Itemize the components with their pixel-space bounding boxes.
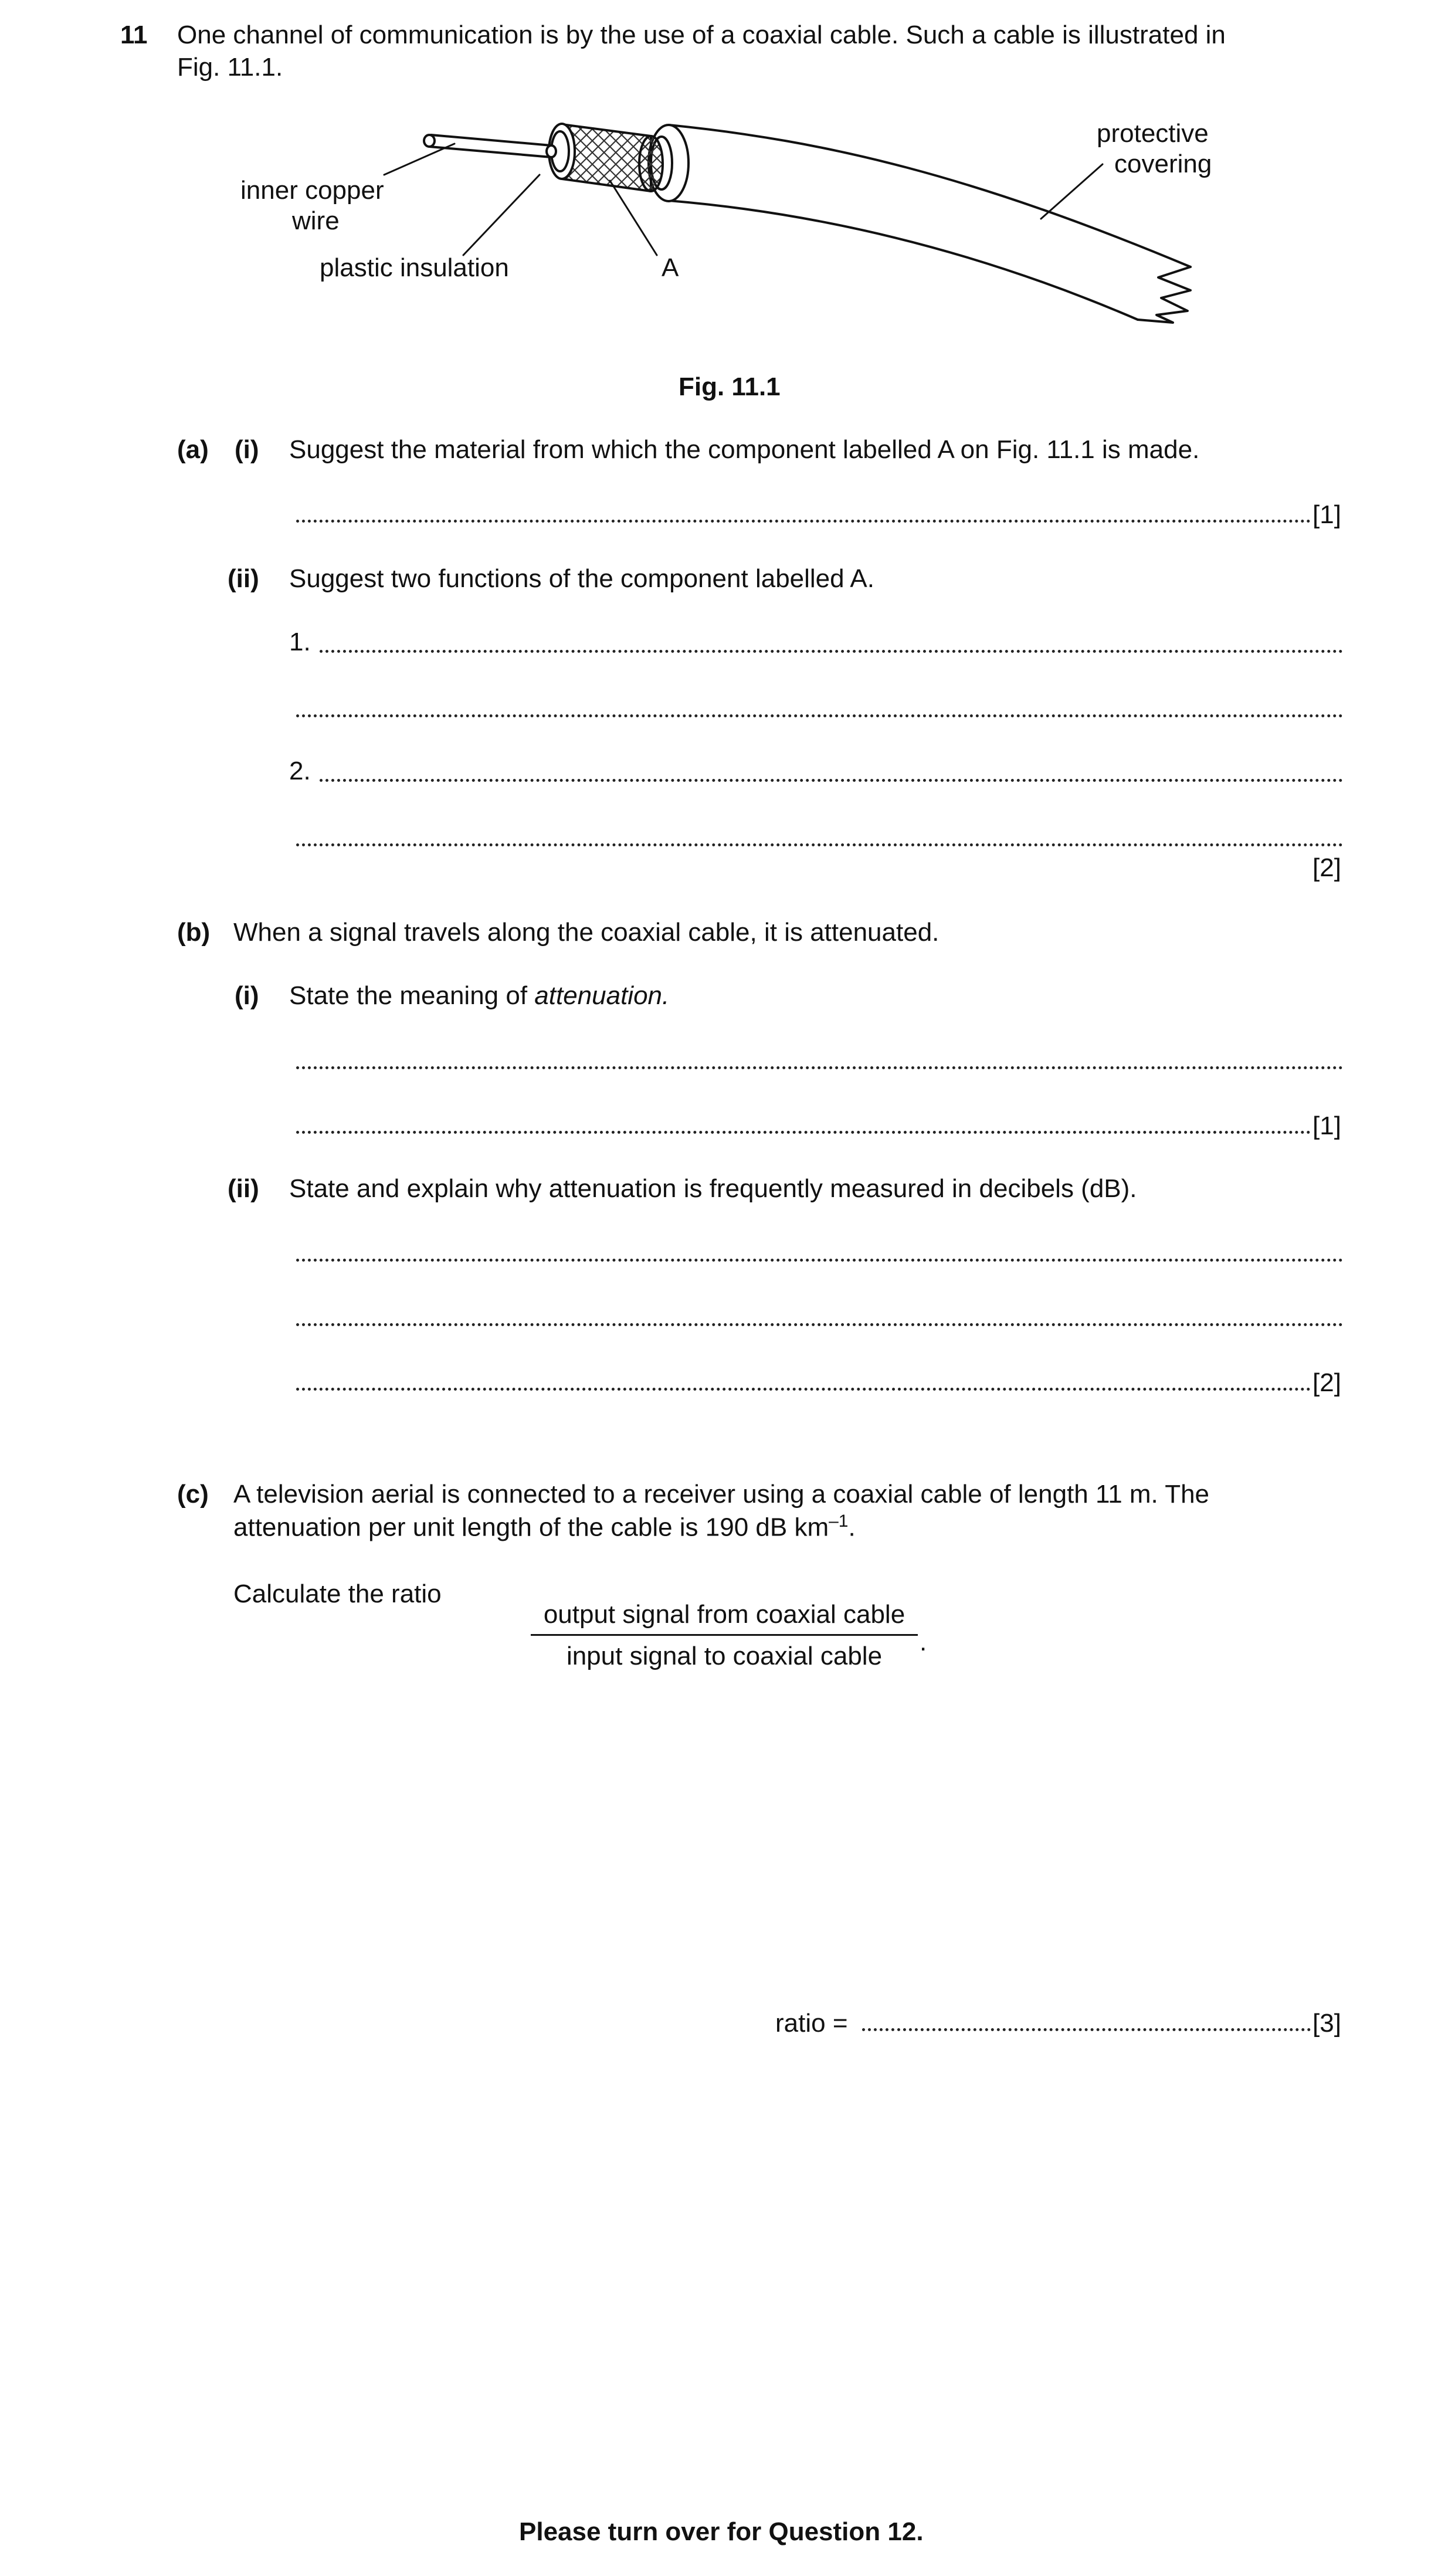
mark-c: [3] <box>1312 2009 1341 2038</box>
ratio-answer-label: ratio = <box>775 2009 848 2038</box>
question-intro-line1: One channel of communication is by the use of a coaxial cable. Such a cable is illustrated in <box>177 21 1226 49</box>
question-number: 11 <box>120 21 148 49</box>
part-c-line2-end: . <box>848 1513 856 1542</box>
part-a-ii-label: (ii) <box>228 564 259 593</box>
fraction-numerator: output signal from coaxial cable <box>531 1600 918 1636</box>
function-2-number: 2. <box>289 757 311 785</box>
part-b-i-text <box>289 981 669 1011</box>
part-c-unit-exponent: –1 <box>829 1511 849 1531</box>
mark-a-i: [1] <box>1312 500 1341 529</box>
part-c-line2-text: attenuation per unit length of the cable is 190 dB km <box>233 1513 829 1542</box>
part-c-line1: A television aerial is connected to a receiver using a coaxial cable of length 11 m. The <box>233 1480 1210 1509</box>
answer-line-a-ii-1a[interactable] <box>320 650 1343 653</box>
label-protective-covering-2: covering <box>1114 150 1212 178</box>
leader-inner-copper-wire <box>384 144 455 175</box>
part-a-label: (a) <box>177 435 209 464</box>
part-a-i-label: (i) <box>235 435 259 464</box>
answer-line-b-ii-3[interactable] <box>296 1388 1311 1391</box>
answer-line-b-ii-2[interactable] <box>296 1323 1343 1326</box>
fraction-denominator: input signal to coaxial cable <box>566 1642 883 1670</box>
label-plastic-insulation: plastic insulation <box>320 253 509 282</box>
ratio-fraction <box>531 1600 918 1671</box>
part-a-ii-text: Suggest two functions of the component labelled A. <box>289 564 874 593</box>
leader-plastic-insulation <box>463 175 540 255</box>
fraction-full-stop: . <box>920 1628 927 1656</box>
part-b-ii-text: State and explain why attenuation is frequently measured in decibels (dB). <box>289 1174 1137 1203</box>
answer-line-a-ii-2b[interactable] <box>296 843 1343 846</box>
footer-instruction: Please turn over for Question 12. <box>519 2517 924 2546</box>
answer-line-b-i-1[interactable] <box>296 1066 1343 1069</box>
part-b-label: (b) <box>177 918 211 947</box>
figure-caption: Fig. 11.1 <box>679 372 781 401</box>
answer-line-b-ii-1[interactable] <box>296 1259 1343 1262</box>
label-inner-copper-wire-2: wire <box>292 206 340 235</box>
mark-b-i: [1] <box>1312 1111 1341 1140</box>
part-b-ii-label: (ii) <box>228 1174 259 1203</box>
part-b-i-term: attenuation. <box>534 981 670 1010</box>
part-b-i-text-main: State the meaning of <box>289 981 535 1010</box>
label-protective-covering-1: protective <box>1097 119 1209 148</box>
mark-b-ii: [2] <box>1312 1368 1341 1397</box>
answer-line-a-ii-1b[interactable] <box>296 714 1343 717</box>
ratio-answer-line[interactable] <box>862 2028 1311 2031</box>
part-c-label: (c) <box>177 1480 209 1509</box>
function-1-number: 1. <box>289 628 311 656</box>
label-inner-copper-wire-1: inner copper <box>240 176 384 205</box>
answer-line-b-i-2[interactable] <box>296 1131 1311 1134</box>
mark-a-ii: [2] <box>1312 853 1341 882</box>
part-b-text: When a signal travels along the coaxial cable, it is attenuated. <box>233 918 940 947</box>
label-a: A <box>662 253 679 282</box>
answer-line-a-ii-2a[interactable] <box>320 779 1343 782</box>
coaxial-cable-figure <box>223 111 1232 334</box>
part-b-i-label: (i) <box>235 981 259 1010</box>
calculate-ratio-text: Calculate the ratio <box>233 1580 442 1608</box>
leader-protective-covering <box>1041 164 1103 219</box>
part-c-line2 <box>233 1511 856 1543</box>
question-intro-line2: Fig. 11.1. <box>177 53 283 82</box>
answer-line-a-i[interactable] <box>296 520 1311 523</box>
part-a-i-text: Suggest the material from which the component labelled A on Fig. 11.1 is made. <box>289 435 1200 464</box>
